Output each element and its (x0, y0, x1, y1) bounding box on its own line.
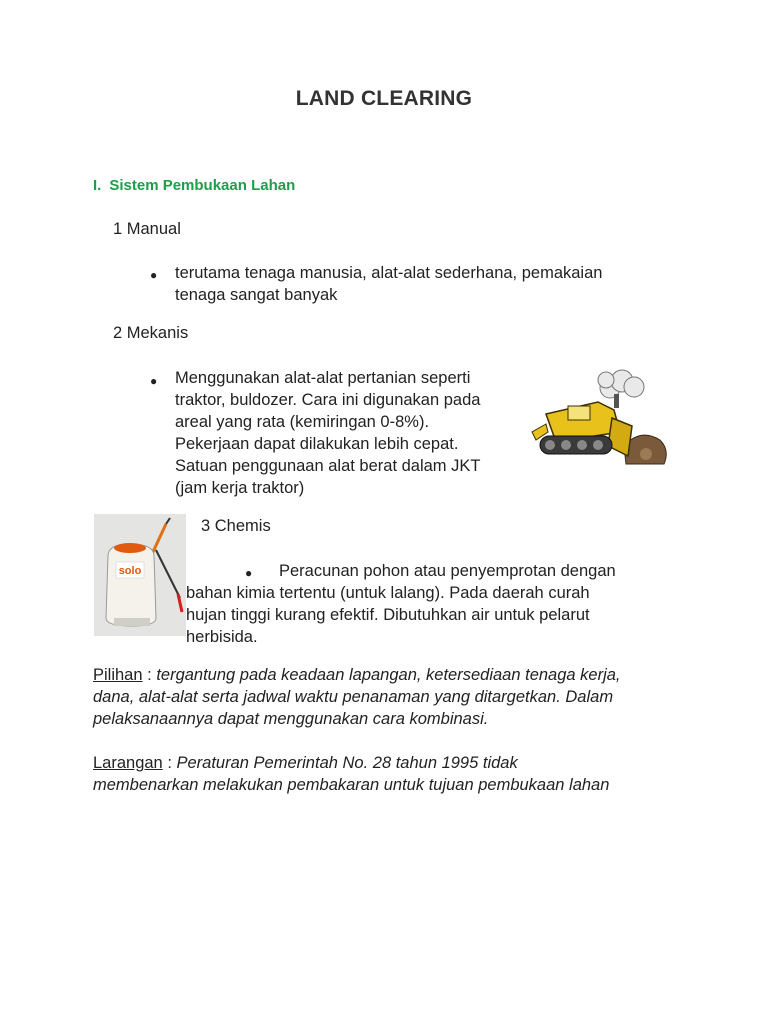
bulldozer-cartoon-icon (528, 366, 672, 472)
bullet-line: Pekerjaan dapat dilakukan lebih cepat. (175, 435, 459, 453)
pilihan-label: Pilihan (93, 666, 143, 684)
bullet-dot: ● (150, 268, 158, 282)
pilihan-line: pelaksanaannya dapat menggunakan cara kombinasi. (93, 710, 489, 728)
pilihan-line: dana, alat-alat serta jadwal waktu penanaman yang ditargetkan. Dalam (93, 688, 614, 706)
pilihan-paragraph (93, 664, 683, 730)
bullet-line: herbisida. (186, 628, 258, 646)
bullet-line: hujan tinggi kurang efektif. Dibutuhkan air untuk pelarut (186, 606, 590, 624)
method-chemis-label: 3 Chemis (201, 517, 271, 535)
bullet-line: Satuan penggunaan alat berat dalam JKT (175, 457, 481, 475)
pilihan-separator: : (142, 666, 157, 684)
larangan-line: Peraturan Pemerintah No. 28 tahun 1995 tidak (176, 754, 518, 772)
bullet-line: (jam kerja traktor) (175, 479, 305, 497)
larangan-label: Larangan (93, 754, 163, 772)
bullet-dot: ● (245, 566, 253, 580)
larangan-paragraph (93, 752, 683, 796)
section-heading (93, 177, 295, 194)
method-chemis-bullet-rest (186, 582, 686, 648)
bullet-line: tenaga sangat banyak (175, 286, 338, 304)
bullet-line: areal yang rata (kemiringan 0-8%). (175, 413, 430, 431)
larangan-separator: : (162, 754, 177, 772)
method-mekanis-bullet (175, 367, 525, 499)
method-manual-label: 1 Manual (113, 220, 181, 238)
bullet-dot: ● (150, 374, 158, 388)
bullet-line: bahan kimia tertentu (untuk lalang). Pada daerah curah (186, 584, 590, 602)
method-manual-bullet (175, 262, 655, 306)
backpack-sprayer-photo (94, 514, 186, 636)
sprayer-brand-text: solo (118, 565, 142, 577)
section-heading-text: Sistem Pembukaan Lahan (109, 177, 296, 194)
larangan-line: membenarkan melakukan pembakaran untuk tujuan pembukaan lahan (93, 776, 610, 794)
method-chemis-bullet-first: Peracunan pohon atau penyemprotan dengan (279, 562, 616, 580)
backpack-sprayer-icon (94, 514, 186, 636)
method-mekanis-label: 2 Mekanis (113, 324, 189, 342)
bullet-line: terutama tenaga manusia, alat-alat sederhana, pemakaian (175, 264, 603, 282)
section-number: I. (93, 177, 102, 194)
pilihan-line: tergantung pada keadaan lapangan, ketersediaan tenaga kerja, (156, 666, 621, 684)
page-title: LAND CLEARING (295, 87, 473, 110)
bullet-line: traktor, buldozer. Cara ini digunakan pada (175, 391, 481, 409)
bullet-line: Menggunakan alat-alat pertanian seperti (175, 369, 471, 387)
